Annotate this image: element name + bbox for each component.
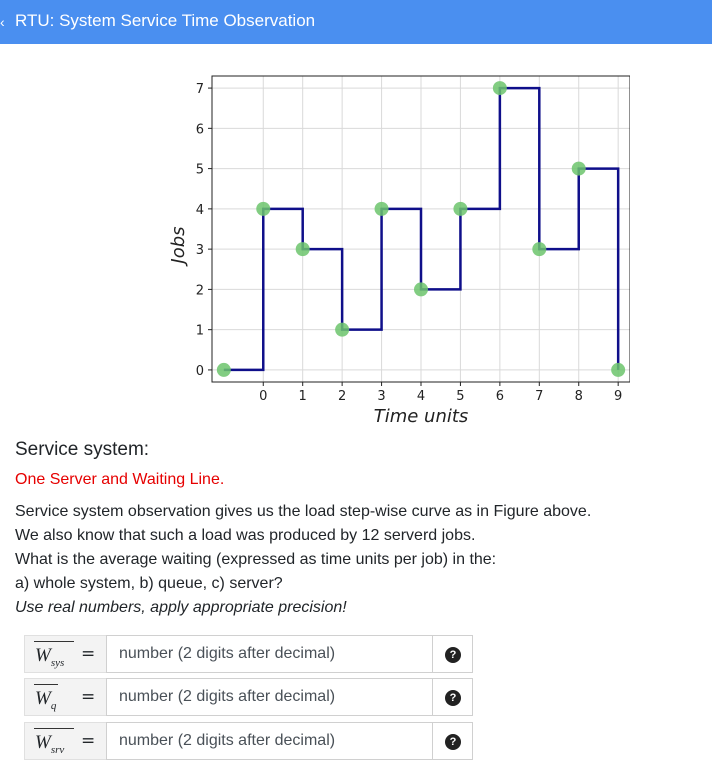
wsys-label: $W_{sys}$ = (24, 635, 106, 673)
data-point (335, 323, 349, 337)
y-tick-label: 6 (195, 122, 204, 138)
x-tick-label: 9 (614, 389, 623, 404)
wq-label: $W_q$ = (24, 678, 106, 716)
y-tick-label: 4 (195, 202, 204, 218)
y-axis-label: Jobs (168, 226, 189, 264)
answer-row-wsrv (24, 722, 474, 760)
data-point (611, 363, 625, 377)
paragraph-line: What is the average waiting (expressed as time units per job) in the: (15, 551, 497, 568)
x-tick-label: 4 (416, 389, 426, 404)
x-tick-label: 1 (298, 389, 307, 404)
page-title: RTU: System Service Time Observation (15, 11, 316, 30)
wsrv-label: $W_{srv}$ = (24, 722, 106, 760)
paragraph-line: We also know that such a load was produced by 12 serverd jobs. (15, 527, 476, 544)
data-point (532, 242, 546, 256)
step-chart (150, 70, 630, 430)
x-tick-label: 8 (574, 389, 583, 404)
y-tick-label: 0 (195, 363, 204, 379)
y-tick-label: 3 (195, 243, 204, 259)
y-tick-label: 1 (195, 323, 204, 339)
data-point (256, 202, 270, 216)
help-button[interactable] (433, 722, 473, 760)
wsys-input[interactable]: number (2 digits after decimal) (106, 635, 433, 673)
paragraph-line: Service system observation gives us the load step-wise curve as in Figure above. (15, 503, 592, 520)
data-point (375, 202, 389, 216)
data-point (453, 202, 467, 216)
data-point (414, 282, 428, 296)
wsrv-input[interactable]: number (2 digits after decimal) (106, 722, 433, 760)
precision-note: Use real numbers, apply appropriate precision! (15, 599, 347, 616)
x-tick-label: 7 (535, 389, 544, 404)
wq-input[interactable]: number (2 digits after decimal) (106, 678, 433, 716)
question-icon: ? (445, 690, 461, 706)
data-point (217, 363, 231, 377)
x-tick-label: 5 (456, 389, 465, 404)
help-button[interactable] (433, 678, 473, 716)
paragraph-line: a) whole system, b) queue, c) server? (15, 575, 283, 592)
x-tick-label: 3 (377, 389, 386, 404)
answer-row-wq (24, 678, 474, 716)
title-bar (0, 0, 712, 44)
section-subheading: One Server and Waiting Line. (15, 471, 225, 488)
data-point (296, 242, 310, 256)
help-button[interactable] (433, 635, 473, 673)
data-point (493, 81, 507, 95)
x-tick-label: 0 (259, 389, 268, 404)
x-tick-label: 6 (495, 389, 505, 404)
chevron-left-icon[interactable]: ‹ (0, 14, 5, 30)
section-heading: Service system: (15, 439, 150, 460)
question-icon: ? (445, 734, 461, 750)
x-tick-label: 2 (337, 389, 347, 404)
data-point (572, 162, 586, 176)
y-tick-label: 7 (195, 82, 204, 98)
y-tick-label: 5 (195, 162, 204, 178)
y-tick-label: 2 (195, 283, 204, 299)
question-icon: ? (445, 647, 461, 663)
x-axis-label: Time units (373, 406, 469, 427)
answer-row-wsys (24, 635, 474, 673)
